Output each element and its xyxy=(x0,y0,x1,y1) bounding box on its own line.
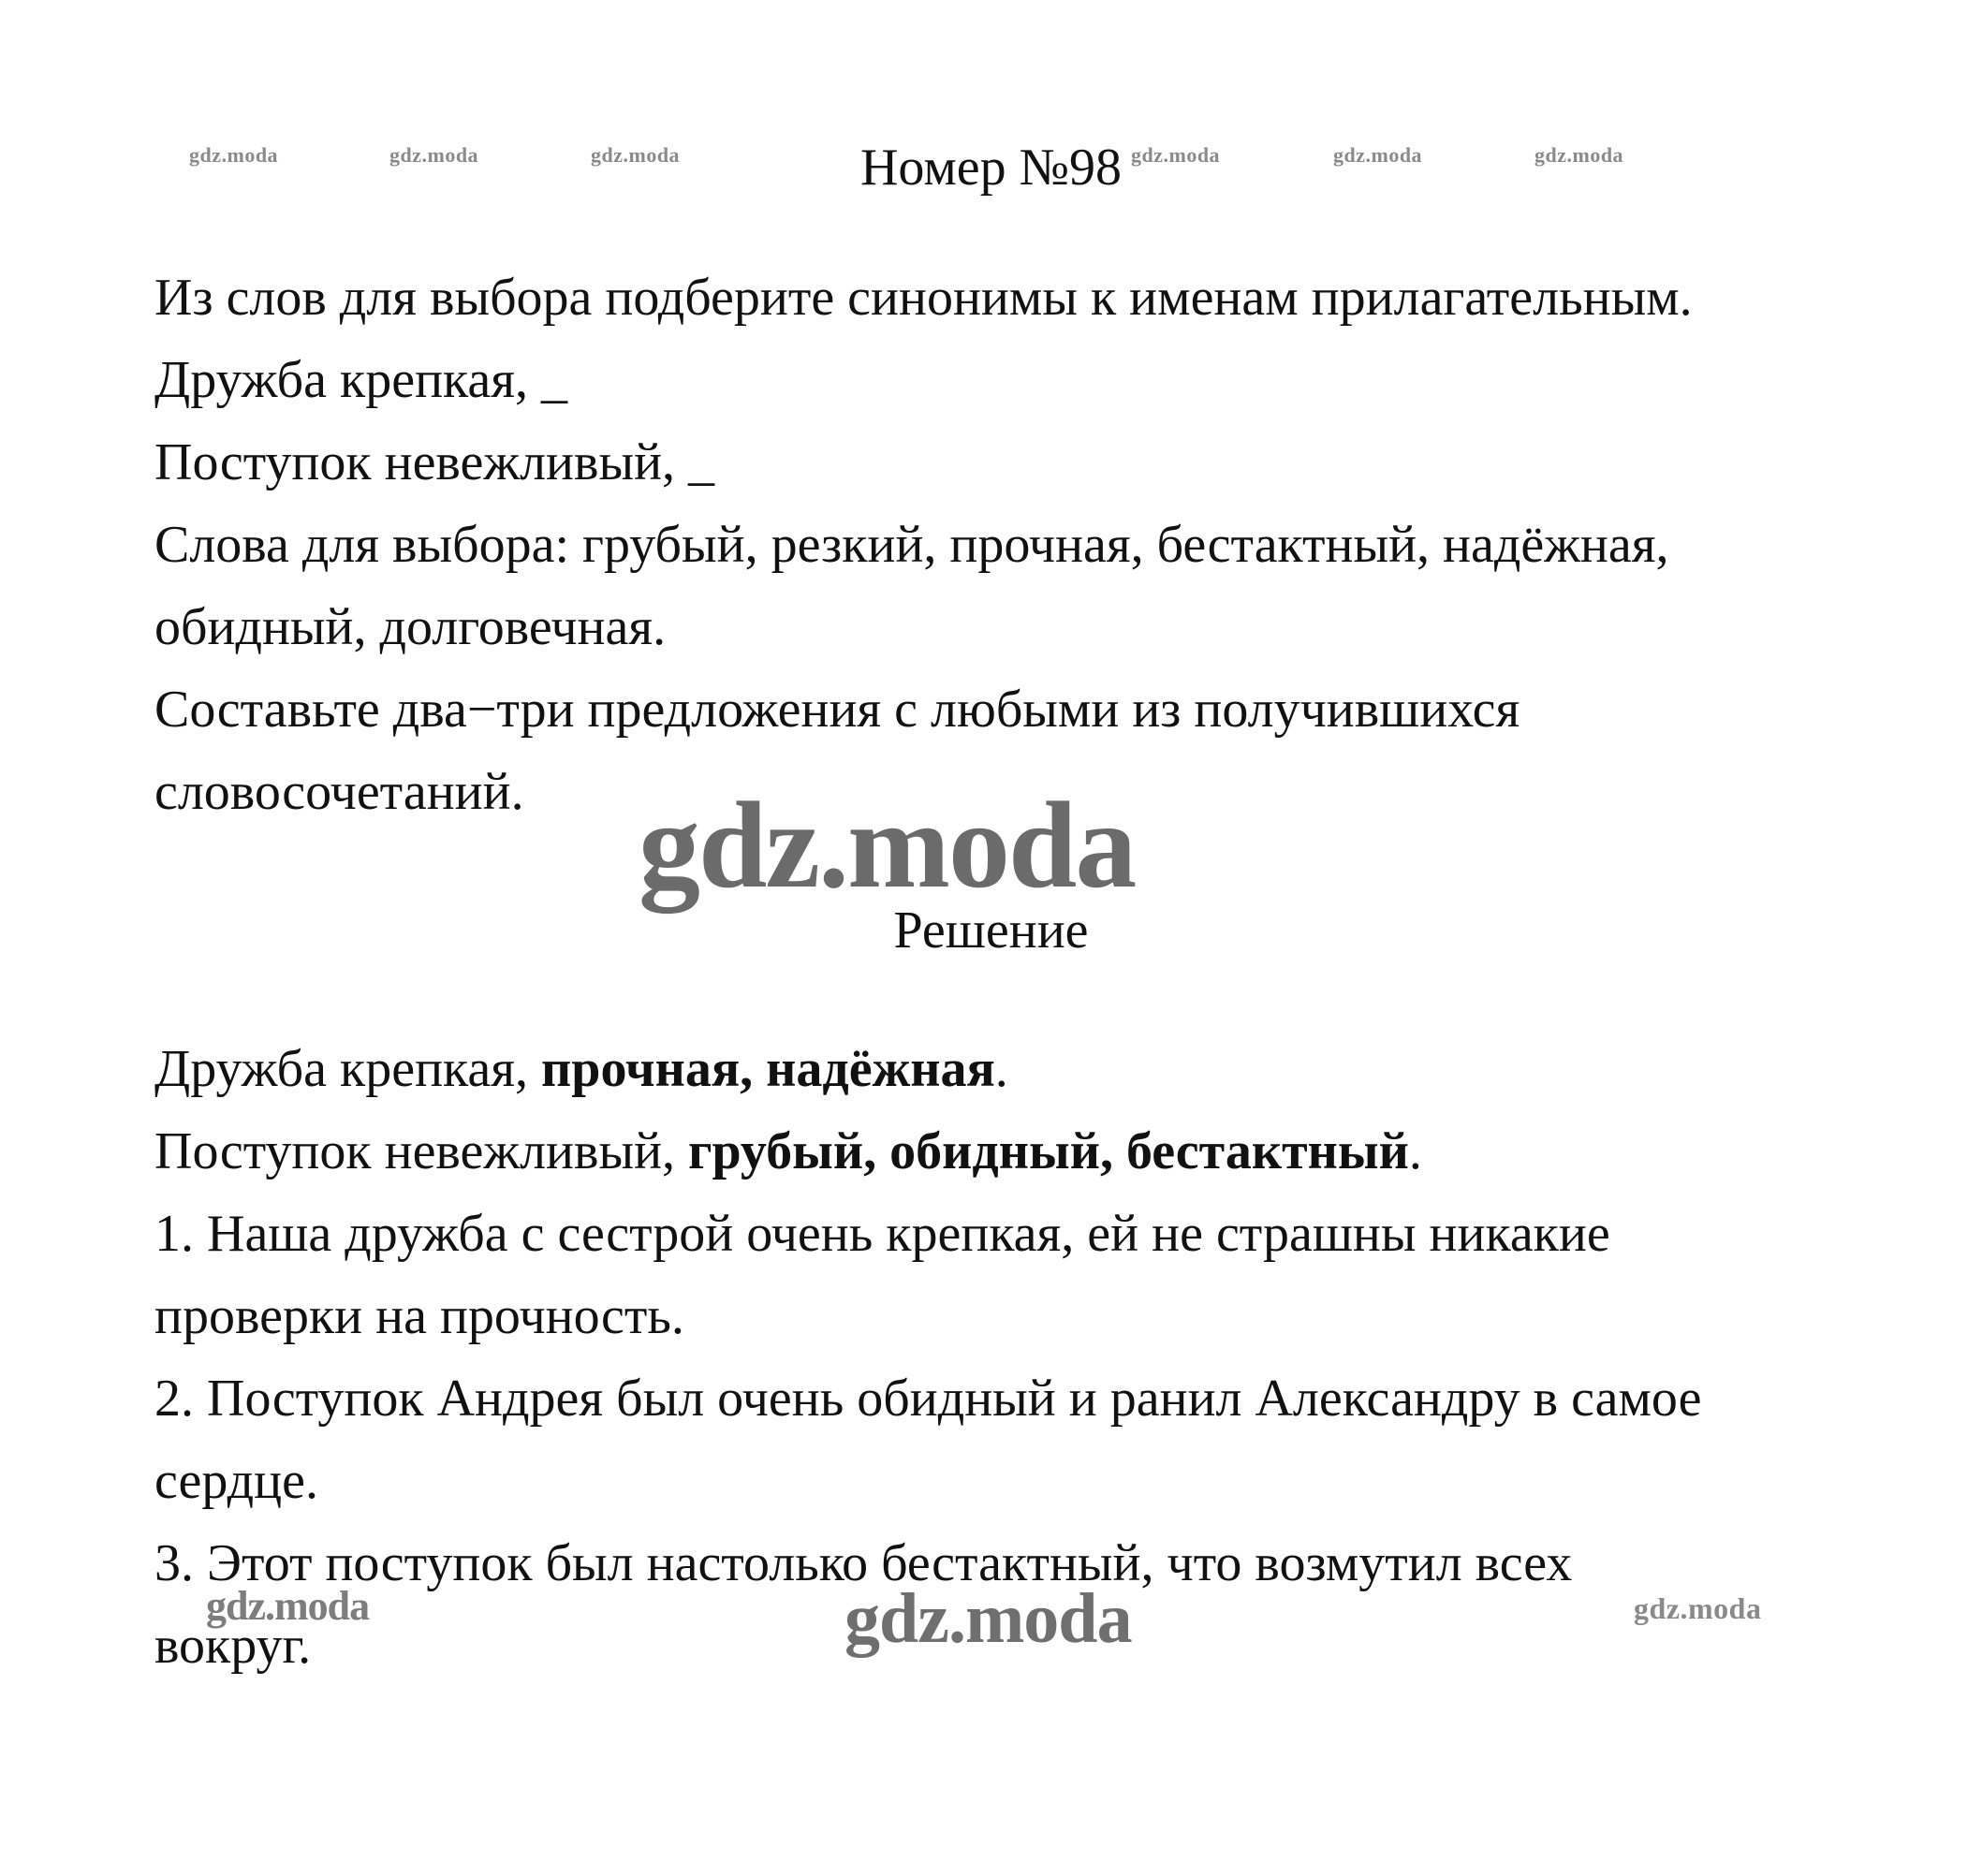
watermark-medium: gdz.moda xyxy=(206,1583,370,1629)
task-line: Поступок невежливый, _ xyxy=(154,433,715,491)
sentence-line: 1. Наша дружба с сестрой очень крепкая, ей не страшны никакие xyxy=(154,1205,1610,1263)
task-line: Составьте два−три предложения с любыми из получившихся xyxy=(154,681,1520,739)
answer-bold: грубый, обидный, бестактный xyxy=(688,1122,1409,1180)
answer-line xyxy=(154,1037,1008,1101)
sentence-line: проверки на прочность. xyxy=(154,1287,684,1345)
watermark-small: gdz.moda xyxy=(1333,143,1423,167)
watermark-small: gdz.moda xyxy=(1534,143,1624,167)
task-line: обидный, долговечная. xyxy=(154,598,667,656)
sentence-line: 2. Поступок Андрея был очень обидный и ранил Александру в самое xyxy=(154,1370,1702,1428)
solution-heading: Решение xyxy=(893,901,1089,960)
watermark-small: gdz.moda xyxy=(1131,143,1221,167)
task-line: Дружба крепкая, _ xyxy=(154,351,568,409)
watermark-large: gdz.moda xyxy=(639,776,1136,914)
answer-bold: прочная, надёжная xyxy=(541,1040,995,1098)
answer-suffix: . xyxy=(1408,1122,1422,1180)
watermark-small: gdz.moda xyxy=(591,143,681,167)
page-title: Номер №98 xyxy=(859,139,1123,197)
answer-suffix: . xyxy=(994,1040,1008,1098)
sentence-line: сердце. xyxy=(154,1452,318,1510)
task-line: Из слов для выбора подберите синонимы к именам прилагательным. xyxy=(154,269,1693,327)
watermark-small: gdz.moda xyxy=(189,143,279,167)
watermark-small: gdz.moda xyxy=(389,143,479,167)
task-line: Слова для выбора: грубый, резкий, прочная, бестактный, надёжная, xyxy=(154,516,1669,574)
task-line: словосочетаний. xyxy=(154,763,524,821)
watermark-mid-large: gdz.moda xyxy=(844,1579,1132,1658)
answer-prefix: Поступок невежливый, xyxy=(154,1122,689,1180)
sentence-line: вокруг. xyxy=(154,1617,312,1675)
watermark-small: gdz.moda xyxy=(1634,1591,1762,1625)
answer-line xyxy=(154,1120,1422,1183)
sentence-line: 3. Этот поступок был настолько бестактный, что возмутил всех xyxy=(154,1534,1573,1592)
answer-prefix: Дружба крепкая, xyxy=(154,1040,542,1098)
